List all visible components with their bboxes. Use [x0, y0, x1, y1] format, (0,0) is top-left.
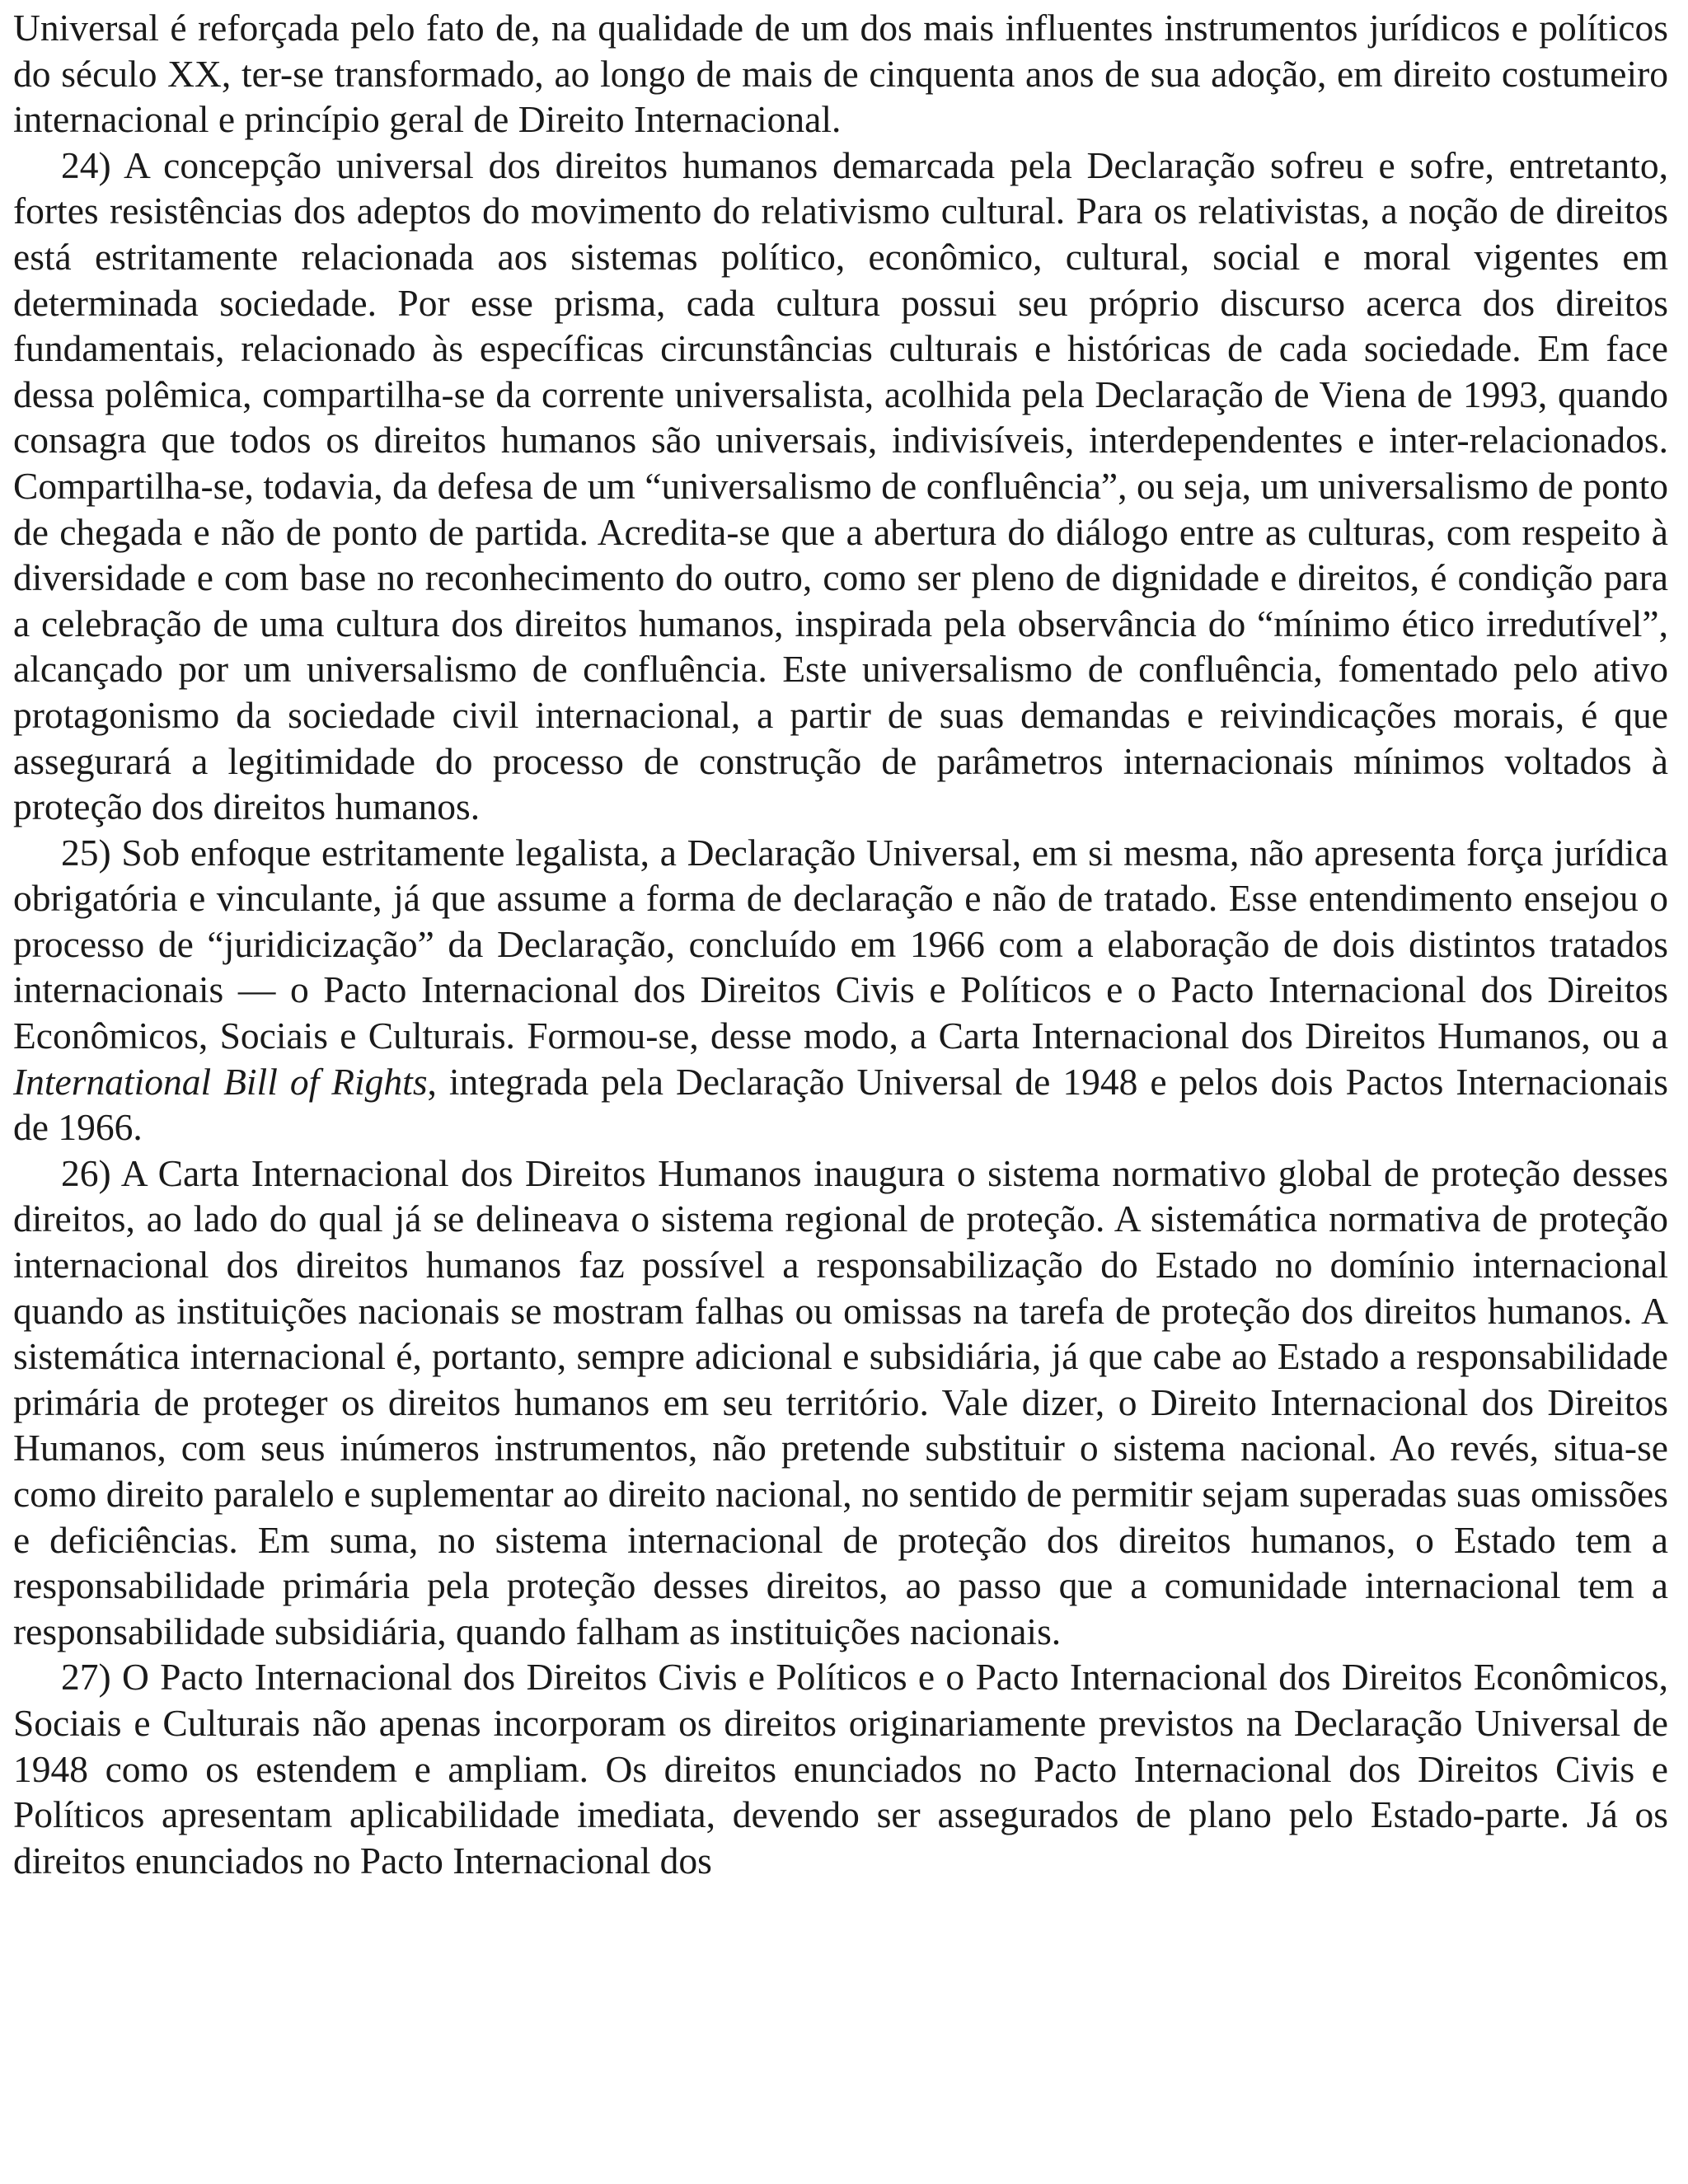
italic-title-international-bill-of-rights: International Bill of Rights: [13, 1060, 428, 1103]
paragraph-text: 26) A Carta Internacional dos Direitos Humanos inaugura o sistema normativo global de proteção desses direitos, ao lado do qual já se delineava o sistema regional de proteção. A sistemática normativa de proteção internacional dos direitos humanos faz possível a responsabilização do Estado no domínio internacional quando as instituições nacionais se mostram falhas ou omissas na tarefa de proteção dos direitos humanos. A sistemática internacional é, portanto, sempre adicional e subsidiária, já que cabe ao Estado a responsabilidade primária de proteger os direitos humanos em seu território. Vale dizer, o Direito Internacional dos Direitos Humanos, com seus inúmeros instrumentos, não pretende substituir o sistema nacional. Ao revés, situa-se como direito paralelo e suplementar ao direito nacional, no sentido de permitir sejam superadas suas omissões e deficiências. Em suma, no sistema internacional de proteção dos direitos humanos, o Estado tem a responsabilidade primária pela proteção desses direitos, ao passo que a comunidade internacional tem a responsabilidade subsidiária, quando falham as instituições nacionais.: [13, 1151, 1668, 1652]
paragraph-26: [13, 1151, 1668, 1655]
paragraph-text: 24) A concepção universal dos direitos humanos demarcada pela Declaração sofreu e sofre, entretanto, fortes resistências dos adeptos do movimento do relativismo cultural. Para os relativistas, a noção de direitos está estritamente relacionada aos sistemas político, econômico, cultural, social e moral vigentes em determinada sociedade. Por esse prisma, cada cultura possui seu próprio discurso acerca dos direitos fundamentais, relacionado às específicas circunstâncias culturais e históricas de cada sociedade. Em face dessa polêmica, compartilha-se da corrente universalista, acolhida pela Declaração de Viena de 1993, quando consagra que todos os direitos humanos são universais, indivisíveis, interdependentes e inter-relacionados. Compartilha-se, todavia, da defesa de um “universalismo de confluência”, ou seja, um universalismo de ponto de chegada e não de ponto de partida. Acredita-se que a abertura do diálogo entre as culturas, com respeito à diversidade e com base no reconhecimento do outro, como ser pleno de dignidade e direitos, é condição para a celebração de uma cultura dos direitos humanos, inspirada pela observância do “mínimo ético irredutível”, alcançado por um universalismo de confluência. Este universalismo de confluência, fomentado pelo ativo protagonismo da sociedade civil internacional, a partir de suas demandas e reivindicações morais, é que assegurará a legitimidade do processo de construção de parâmetros internacionais mínimos voltados à proteção dos direitos humanos.: [13, 143, 1668, 828]
paragraph-25: [13, 830, 1668, 1151]
paragraph-text: 25) Sob enfoque estritamente legalista, a Declaração Universal, em si mesma, não apresenta força jurídica obrigatória e vinculante, já que assume a forma de declaração e não de tratado. Esse entendimento ensejou o processo de “juridicização” da Declaração, concluído em 1966 com a elaboração de dois distintos tratados internacionais — o Pacto Internacional dos Direitos Civis e Políticos e o Pacto Internacional dos Direitos Econômicos, Sociais e Culturais. Formou-se, desse modo, a Carta Internacional dos Direitos Humanos, ou a: [13, 831, 1668, 1057]
paragraph-24: [13, 143, 1668, 830]
paragraph-27: [13, 1654, 1668, 1883]
paragraph-continuation: [13, 5, 1668, 143]
paragraph-text: 27) O Pacto Internacional dos Direitos Civis e Políticos e o Pacto Internacional dos Direitos Econômicos, Sociais e Culturais não apenas incorporam os direitos originariamente previstos na Declaração Universal de 1948 como os estendem e ampliam. Os direitos enunciados no Pacto Internacional dos Direitos Civis e Políticos apresentam aplicabilidade imediata, devendo ser assegurados de plano pelo Estado-parte. Já os direitos enunciados no Pacto Internacional dos: [13, 1656, 1668, 1882]
paragraph-text: Universal é reforçada pelo fato de, na qualidade de um dos mais influentes instrumentos jurídicos e políticos do século XX, ter-se transformado, ao longo de mais de cinquenta anos de sua adoção, em direito costumeiro internacional e princípio geral de Direito Internacional.: [13, 7, 1668, 141]
document-page: [13, 5, 1668, 1883]
paragraph-text: , integrada pela Declaração Universal de 1948 e pelos dois Pactos Internacionais de 1966.: [13, 1060, 1668, 1149]
